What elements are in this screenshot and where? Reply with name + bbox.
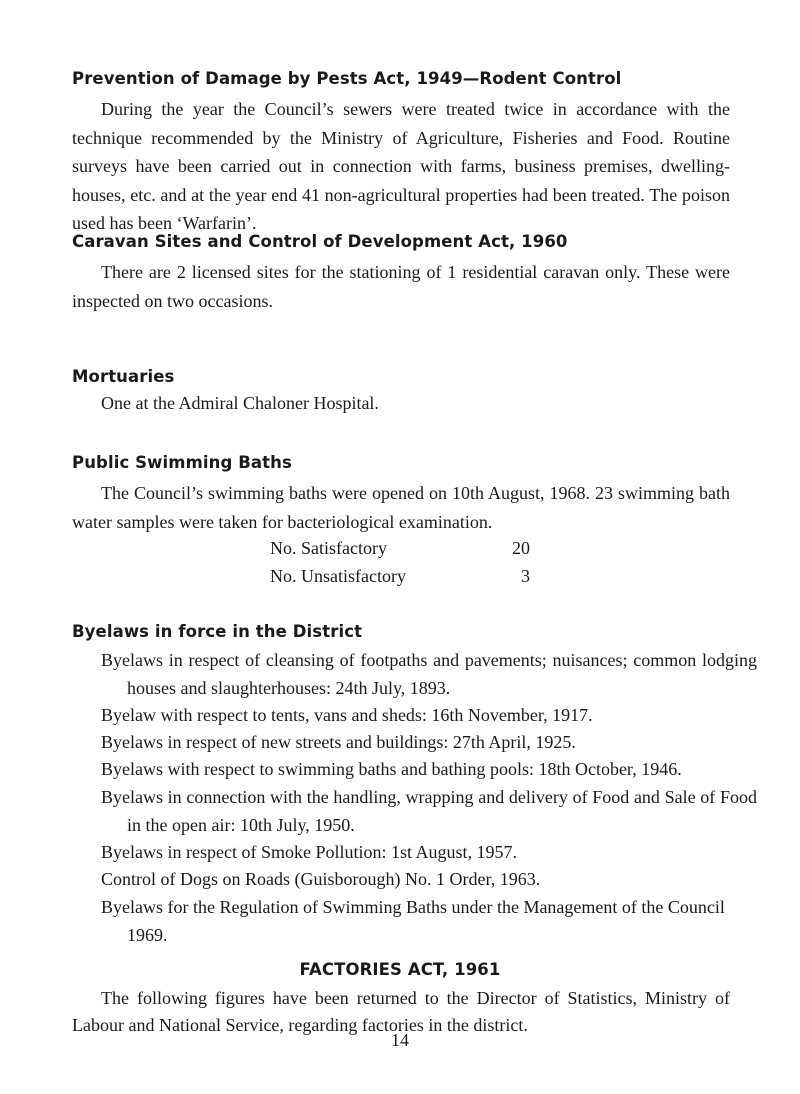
byelaw-item: Byelaws with respect to swimming baths and bathing pools: 18th October, 1946. — [101, 759, 682, 779]
factories-paragraph: The following figures have been returned to the Director of Statistics, Ministry of Labour and National Service, regarding factories in the district. — [72, 988, 730, 1035]
mortuaries-heading: Mortuaries — [72, 367, 175, 386]
mortuaries-paragraph: One at the Admiral Chaloner Hospital. — [101, 393, 379, 413]
baths-heading: Public Swimming Baths — [72, 453, 292, 472]
pests-paragraph: During the year the Council’s sewers were treated twice in accordance with the technique recommended by the Ministry of Agriculture, Fisheries and Food. Routine surveys have been carried out in connection with farms, business premises, dwelling-houses, etc. and at the year end 41 non-agricultural properties had been treated. The poison used has been ‘Warfarin’. — [72, 99, 730, 233]
byelaw-item: Byelaws in respect of Smoke Pollution: 1st August, 1957. — [101, 842, 517, 862]
byelaws-heading: Byelaws in force in the District — [72, 622, 363, 641]
unsatisfactory-value: 3 — [521, 566, 530, 586]
caravan-paragraph: There are 2 licensed sites for the stationing of 1 residential caravan only. These were inspected on two occasions. — [72, 262, 730, 311]
pests-heading: Prevention of Damage by Pests Act, 1949—Rodent Control — [72, 69, 622, 88]
byelaw-item: Byelaw with respect to tents, vans and sheds: 16th November, 1917. — [101, 705, 593, 725]
byelaw-item: Byelaws for the Regulation of Swimming Baths under the Management of the Council 1969. — [101, 897, 725, 945]
satisfactory-label: No. Satisfactory — [270, 538, 387, 558]
factories-heading: FACTORIES ACT, 1961 — [299, 960, 501, 979]
byelaw-item: Control of Dogs on Roads (Guisborough) No. 1 Order, 1963. — [101, 869, 541, 889]
byelaw-item: Byelaws in connection with the handling, wrapping and delivery of Food and Sale of Food in the open air: 10th July, 1950. — [101, 787, 757, 835]
caravan-heading: Caravan Sites and Control of Development Act, 1960 — [72, 232, 568, 251]
baths-paragraph: The Council’s swimming baths were opened on 10th August, 1968. 23 swimming bath water samples were taken for bacteriological examination. — [72, 483, 730, 532]
unsatisfactory-label: No. Unsatisfactory — [270, 566, 406, 586]
byelaw-item: Byelaws in respect of cleansing of footpaths and pavements; nuisances; common lodging houses and slaughterhouses: 24th July, 1893. — [101, 650, 757, 698]
page-number: 14 — [391, 1030, 409, 1050]
satisfactory-value: 20 — [512, 538, 530, 558]
byelaw-item: Byelaws in respect of new streets and buildings: 27th April, 1925. — [101, 732, 576, 752]
